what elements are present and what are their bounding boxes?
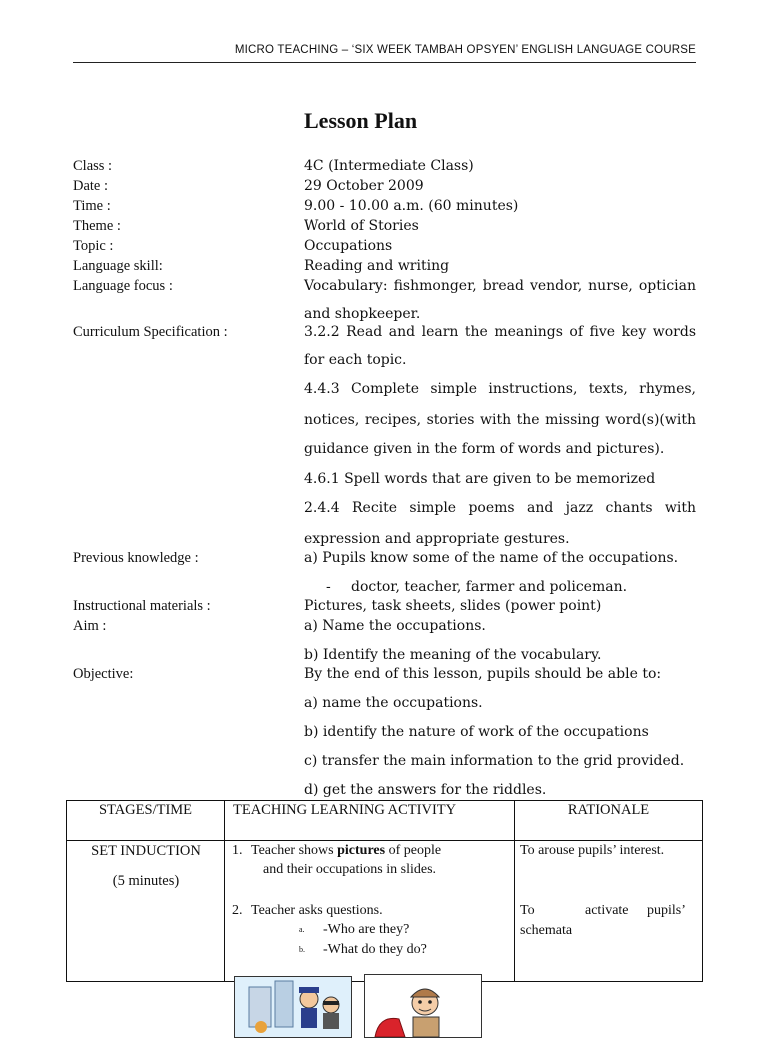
- topic-label: Topic :: [73, 238, 114, 254]
- activity-cell: [225, 841, 515, 982]
- stage-time: (5 minutes): [112, 873, 180, 889]
- language-focus-line: Vocabulary: fishmonger, bread vendor, nurse, optician: [304, 278, 696, 294]
- activity-text-bold: pictures: [337, 843, 386, 858]
- rationale-word: activate: [585, 903, 629, 918]
- objective-b: b) identify the nature of work of the occupations: [304, 724, 649, 740]
- previous-knowledge-label: Previous knowledge :: [73, 550, 199, 566]
- policeman-thief-illustration: [235, 977, 351, 1037]
- header-stages-time: STAGES/TIME: [67, 801, 225, 841]
- curriculum-spec-line: 4.6.1 Spell words that are given to be memorized: [304, 471, 656, 487]
- objective-label: Objective:: [73, 666, 134, 682]
- language-focus-label: Language focus :: [73, 278, 173, 294]
- aim-label: Aim :: [73, 618, 107, 634]
- stage-cell: [67, 841, 225, 982]
- table-row: [67, 841, 703, 982]
- question-text: -Who are they?: [323, 922, 410, 937]
- objective-a: a) name the occupations.: [304, 695, 483, 711]
- list-marker: b.: [299, 945, 305, 954]
- date-value: 29 October 2009: [304, 178, 424, 194]
- date-label: Date :: [73, 178, 109, 194]
- header-activity: TEACHING LEARNING ACTIVITY: [225, 801, 515, 841]
- language-skill-label: Language skill:: [73, 258, 163, 274]
- objective-c: c) transfer the main information to the grid provided.: [304, 753, 685, 769]
- theme-label: Theme :: [73, 218, 121, 234]
- activity-number: 2.: [232, 903, 243, 918]
- time-value: 9.00 - 10.00 a.m. (60 minutes): [304, 198, 519, 214]
- occupations-illustration: [234, 976, 352, 1038]
- theme-value: World of Stories: [304, 218, 419, 234]
- page-title: Lesson Plan: [304, 108, 418, 133]
- dash-bullet: -: [326, 579, 331, 595]
- previous-knowledge-a: a) Pupils know some of the name of the occupations.: [304, 550, 679, 566]
- rationale-cell: [515, 841, 703, 982]
- rationale-text: schemata: [520, 923, 573, 938]
- table-header-row: [67, 801, 703, 841]
- objective-intro: By the end of this lesson, pupils should be able to:: [304, 666, 662, 682]
- header-rationale: RATIONALE: [515, 801, 703, 841]
- rationale-text: To arouse pupils’ interest.: [520, 843, 665, 858]
- materials-value: Pictures, task sheets, slides (power point): [304, 598, 602, 614]
- activity-number: 1.: [232, 843, 243, 858]
- curriculum-spec-line: expression and appropriate gestures.: [304, 531, 570, 547]
- materials-label: Instructional materials :: [73, 598, 211, 614]
- curriculum-spec-line: 3.2.2 Read and learn the meanings of five key words: [304, 324, 696, 340]
- curriculum-spec-line: guidance given in the form of words and pictures).: [304, 441, 665, 457]
- aim-a: a) Name the occupations.: [304, 618, 486, 634]
- topic-value: Occupations: [304, 238, 393, 254]
- previous-knowledge-sub: doctor, teacher, farmer and policeman.: [351, 579, 628, 595]
- language-skill-value: Reading and writing: [304, 258, 450, 274]
- class-value: 4C (Intermediate Class): [304, 158, 474, 174]
- occupations-illustration: [364, 974, 482, 1038]
- rationale-word: To: [520, 903, 535, 918]
- curriculum-spec-line: notices, recipes, stories with the missing word(s)(with: [304, 412, 696, 428]
- time-label: Time :: [73, 198, 111, 214]
- stage-name: SET INDUCTION: [91, 843, 201, 859]
- list-marker: a.: [299, 925, 305, 934]
- curriculum-spec-line: 4.4.3 Complete simple instructions, texts, rhymes,: [304, 381, 696, 397]
- lesson-table: [66, 800, 703, 982]
- header-divider: [73, 62, 696, 63]
- activity-text: Teacher asks questions.: [251, 903, 383, 918]
- aim-b: b) Identify the meaning of the vocabulary.: [304, 647, 602, 663]
- curriculum-label: Curriculum Specification :: [73, 324, 228, 340]
- activity-text-part: Teacher shows: [251, 843, 338, 858]
- class-label: Class :: [73, 158, 113, 174]
- objective-d: d) get the answers for the riddles.: [304, 782, 547, 798]
- activity-text-part: of people: [385, 843, 442, 858]
- rationale-word: pupils’: [647, 903, 686, 918]
- language-focus-line: and shopkeeper.: [304, 306, 421, 322]
- activity-text: and their occupations in slides.: [263, 862, 437, 877]
- activity-text: [251, 843, 441, 859]
- question-text: -What do they do?: [323, 942, 427, 957]
- worker-illustration: [365, 975, 481, 1037]
- page-header: MICRO TEACHING – ‘SIX WEEK TAMBAH OPSYEN’ ENGLISH LANGUAGE COURSE: [234, 44, 696, 56]
- curriculum-spec-line: 2.4.4 Recite simple poems and jazz chants with: [304, 500, 696, 516]
- curriculum-spec-line: for each topic.: [304, 352, 407, 368]
